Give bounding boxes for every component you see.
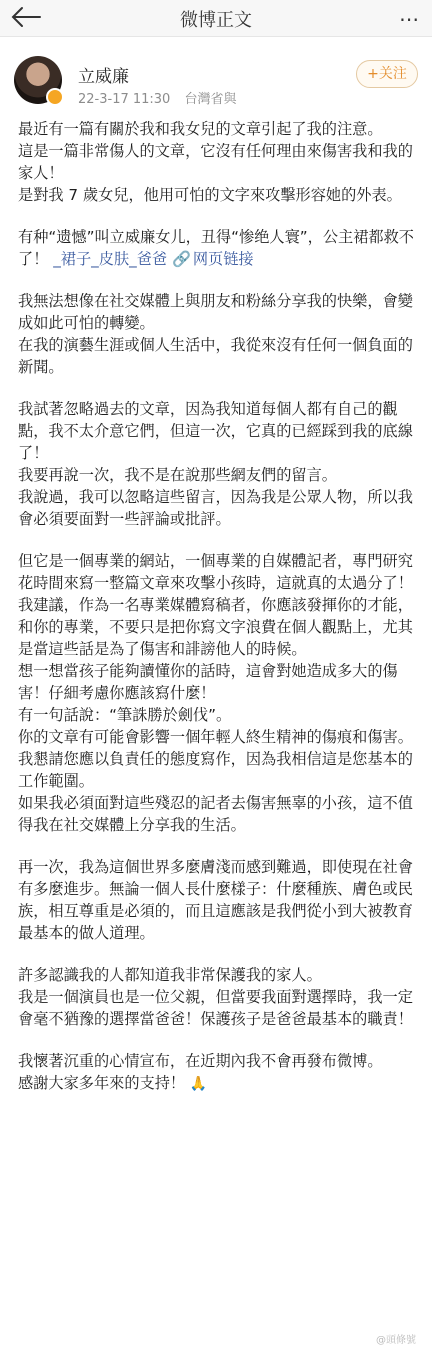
post-meta xyxy=(78,88,247,107)
text-line: 我無法想像在社交媒體上與朋友和粉絲分享我的快樂，會變成如此可怕的轉變。 xyxy=(18,292,413,332)
author-name[interactable]: 立威廉 xyxy=(78,67,129,87)
text-line: 許多認識我的人都知道我非常保護我的家人。 xyxy=(18,966,322,984)
text-line: 在我的演藝生涯或個人生活中，我從來沒有任何一個負面的新聞。 xyxy=(18,336,413,376)
text-line: 但它是一個專業的網站，一個專業的自媒體記者，專門研究花時間來寫一整篇文章來攻擊小孩時，這就真的太過分了！ xyxy=(18,552,413,592)
topic-link[interactable]: _裙子_皮肤_爸爸 xyxy=(53,250,168,268)
post-header xyxy=(0,36,432,116)
quoted-title: 有种“遗憾”叫立威廉女儿，丑得“惨绝人寰”，公主裙都救不了！ xyxy=(18,228,414,268)
text-line: 我是一個演員也是一位父親，但當要我面對選擇時，我一定會毫不猶豫的選擇當爸爸！保護孩子是爸爸最基本的職責！ xyxy=(18,988,413,1028)
pray-emoji-icon: 🙏 xyxy=(189,1076,208,1092)
avatar[interactable] xyxy=(14,56,62,104)
text-line: 我要再說一次，我不是在說那些網友們的留言。 xyxy=(18,466,337,484)
text-line: 我建議，作為一名專業媒體寫稿者，你應該發揮你的才能，和你的專業，不要只是把你寫文字浪費在個人觀點上，尤其是當這些話是為了傷害和誹謗他人的時候。 xyxy=(18,596,413,658)
paragraph-3 xyxy=(18,290,418,378)
top-nav-bar xyxy=(0,0,432,37)
text-line: 是對我 7 歲女兒，他用可怕的文字來攻擊形容她的外表。 xyxy=(18,186,402,204)
page-title: 微博正文 xyxy=(180,10,252,31)
paragraph-4 xyxy=(18,398,418,530)
verified-badge-icon xyxy=(46,88,64,106)
paragraph-5 xyxy=(18,550,418,836)
text-line: 再一次，我為這個世界多麼膚淺而感到難過，即使現在社會有多麼進步。無論一個人長什麼樣子：什麼種族、膚色或民族，相互尊重是必須的，而且這應該是我們從小到大被教育最基本的做人道理。 xyxy=(18,858,413,942)
more-options-icon[interactable]: ⋯ xyxy=(399,7,420,31)
paragraph-1 xyxy=(18,118,418,206)
text-line: 我懇請您應以負責任的態度寫作，因為我相信這是您基本的工作範圍。 xyxy=(18,750,413,790)
text-line: 想一想當孩子能夠讀懂你的話時，這會對她造成多大的傷害！仔細考慮你應該寫什麼！ xyxy=(18,662,398,702)
follow-button[interactable]: +关注 xyxy=(356,60,418,88)
text-line: 我懷著沉重的心情宣布，在近期內我不會再發布微博。 xyxy=(18,1052,383,1070)
web-link-label: 网页链接 xyxy=(192,250,254,268)
paragraph-7 xyxy=(18,964,418,1030)
text-line: 這是一篇非常傷人的文章，它沒有任何理由來傷害我和我的家人！ xyxy=(18,142,413,182)
thanks-text: 感謝大家多年來的支持！ xyxy=(18,1074,186,1092)
link-icon: 🔗 xyxy=(171,250,191,268)
text-line: 如果我必須面對這些殘忍的記者去傷害無辜的小孩，這不值得我在社交媒體上分享我的生活。 xyxy=(18,794,413,834)
text-line xyxy=(18,1072,418,1095)
text-line: 我試著忽略過去的文章，因為我知道每個人都有自己的觀點，我不太介意它們，但這一次，它真的已經踩到我的底線了！ xyxy=(18,400,413,462)
paragraph-6 xyxy=(18,856,418,944)
paragraph-2 xyxy=(18,226,418,270)
text-line: 你的文章有可能會影響一個年輕人終生精神的傷痕和傷害。 xyxy=(18,728,413,746)
post-date: 22-3-17 11:30 xyxy=(78,92,171,107)
post-content xyxy=(18,118,418,1115)
text-line: 最近有一篇有關於我和我女兒的文章引起了我的注意。 xyxy=(18,120,383,138)
paragraph-8 xyxy=(18,1050,418,1095)
watermark: @頭條號 xyxy=(376,1335,416,1346)
web-link[interactable] xyxy=(172,250,254,268)
text-line: 我說過，我可以忽略這些留言，因為我是公眾人物，所以我會必須要面對一些評論或批評。 xyxy=(18,488,413,528)
post-location: 台灣省與 xyxy=(184,92,237,107)
text-line: 有一句話說：“筆誅勝於劍伐”。 xyxy=(18,706,232,724)
